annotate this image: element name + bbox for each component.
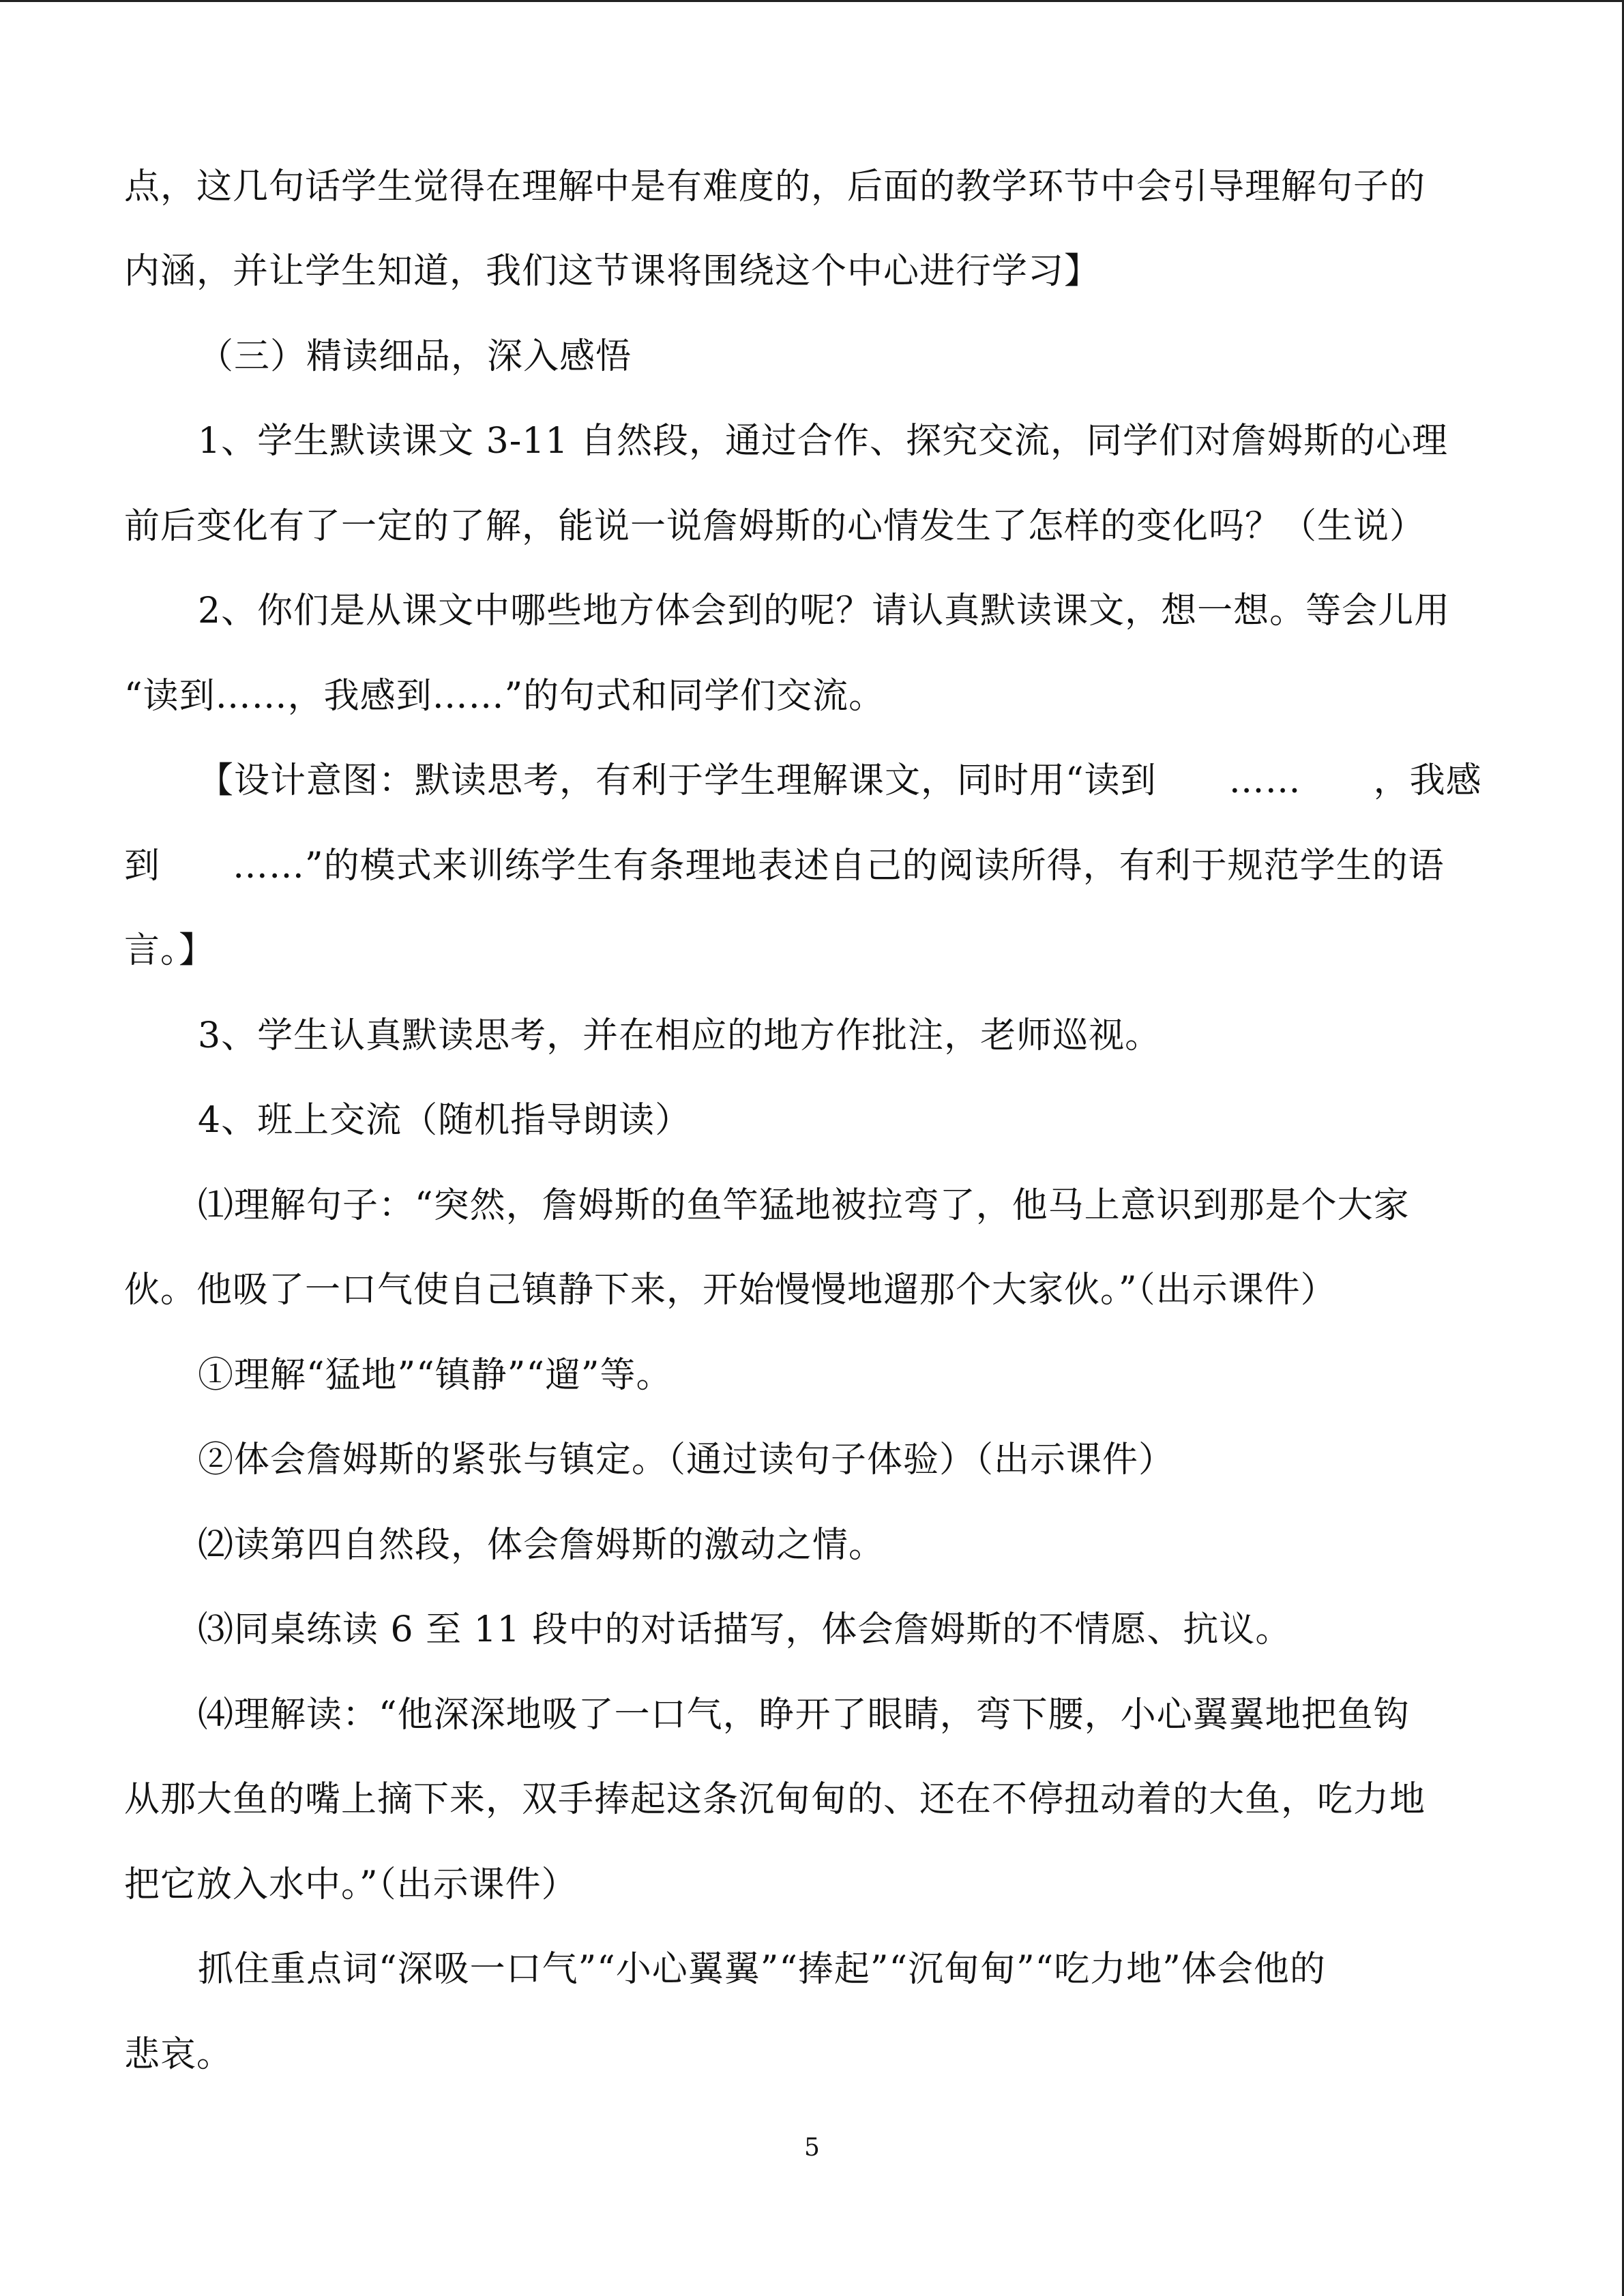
design-intent-line: 到 ……”的模式来训练学生有条理地表述自己的阅读所得，有利于规范学生的语: [124, 846, 1445, 886]
text-line: 3、学生认真默读思考，并在相应的地方作批注，老师巡视。: [198, 1015, 1162, 1056]
text-line: ⑵读第四自然段，体会詹姆斯的激动之情。: [198, 1525, 885, 1566]
page-border-top: [0, 0, 1624, 2]
text-line: 前后变化有了一定的了解，能说一说詹姆斯的心情发生了怎样的变化吗？（生说）: [124, 506, 1426, 547]
text-line: 2、你们是从课文中哪些地方体会到的呢？请认真默读课文，想一想。等会儿用: [198, 591, 1451, 631]
text-line: ⑶同桌练读 6 至 11 段中的对话描写，体会詹姆斯的不情愿、抗议。: [198, 1609, 1292, 1650]
section-heading: （三）精读细品，深入感悟: [198, 336, 632, 377]
text-line: ①理解“猛地”“镇静”“遛”等。: [198, 1355, 673, 1396]
text-line: ⑷理解读：“他深深地吸了一口气，睁开了眼睛，弯下腰，小心翼翼地把鱼钩: [198, 1695, 1410, 1735]
text-line: “读到……，我感到……”的句式和同学们交流。: [124, 676, 885, 717]
page-number: 5: [804, 2134, 820, 2162]
text-line: 点，这几句话学生觉得在理解中是有难度的，后面的教学环节中会引导理解句子的: [124, 166, 1426, 207]
text-line: 把它放入水中。”（出示课件）: [124, 1864, 578, 1905]
text-line: ②体会詹姆斯的紧张与镇定。（通过读句子体验）（出示课件）: [198, 1440, 1175, 1480]
text-line: 伙。他吸了一口气使自己镇静下来，开始慢慢地遛那个大家伙。”（出示课件）: [124, 1270, 1337, 1311]
design-intent-line: 言。】: [124, 930, 216, 971]
text-line: 4、班上交流（随机指导朗读）: [198, 1100, 692, 1141]
text-line: 从那大鱼的嘴上摘下来，双手捧起这条沉甸甸的、还在不停扭动着的大鱼，吃力地: [124, 1779, 1426, 1820]
text-line: 悲哀。: [124, 2034, 233, 2075]
text-line: ⑴理解句子：“突然，詹姆斯的鱼竿猛地被拉弯了，他马上意识到那是个大家: [198, 1185, 1410, 1226]
text-line: 内涵，并让学生知道，我们这节课将围绕这个中心进行学习】: [124, 251, 1101, 292]
design-intent-line: 【设计意图：默读思考，有利于学生理解课文，同时用“读到 …… ，我感: [198, 760, 1482, 801]
text-line: 抓住重点词“深吸一口气”“小心翼翼”“捧起”“沉甸甸”“吃力地”体会他的: [198, 1949, 1326, 1990]
text-line: 1、学生默读课文 3-11 自然段，通过合作、探究交流，同学们对詹姆斯的心理: [198, 421, 1448, 462]
